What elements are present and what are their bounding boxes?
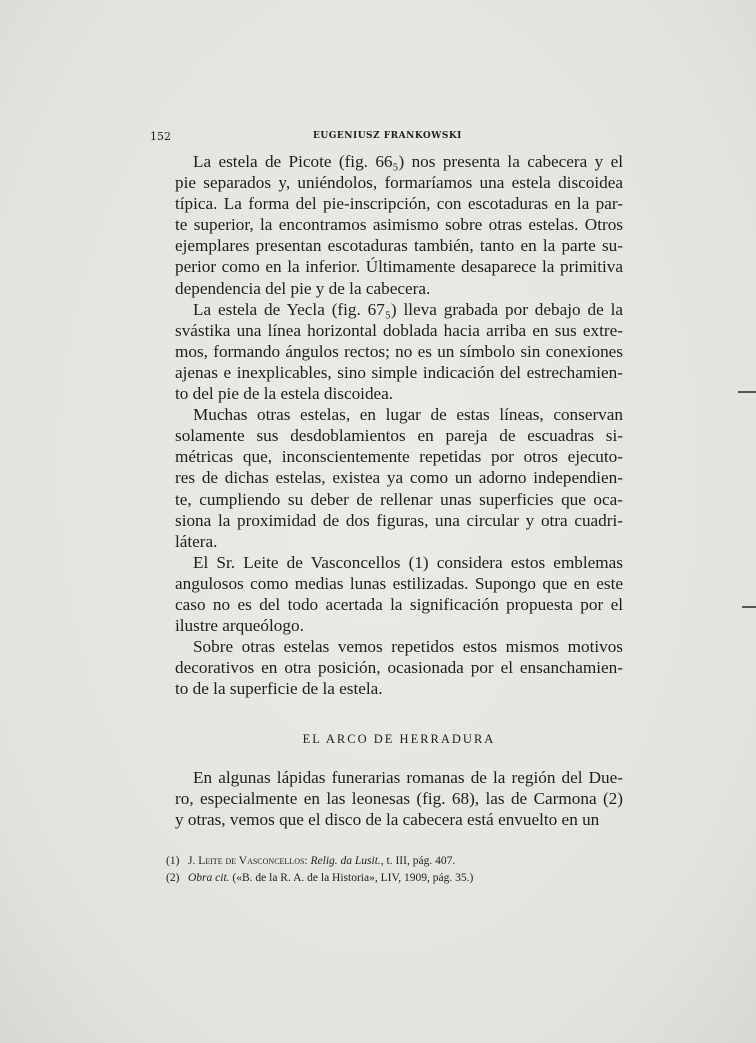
section-heading: EL ARCO DE HERRADURA (302, 732, 496, 746)
text-line: to de la superficie de la estela. (175, 679, 383, 699)
text-line: y otras, vemos que el disco de la cabecera está envuelto en un (175, 810, 600, 830)
footnote (166, 870, 586, 887)
text-line: res de dichas estelas, existea ya como un adorno independien- (175, 468, 623, 488)
paragraph (175, 151, 623, 299)
page-number: 152 (150, 130, 171, 143)
text-line: La estela de Yecla (fig. 67₅) lleva grabada por debajo de la (193, 299, 623, 319)
footnote-rest: («B. de la R. A. de la Historia», LIV, 1909, pág. 35.) (229, 872, 474, 884)
text-line: dependencia del pie y de la cabecera. (175, 278, 431, 298)
text-line: to del pie de la estela discoidea. (175, 384, 394, 404)
paragraph (175, 767, 623, 830)
text-line: te superior, la encontramos asimismo sobre otras estelas. Otros (175, 215, 623, 235)
scan-edge-mark (738, 391, 756, 393)
text-line: svástika una línea horizontal doblada hacia arriba en sus extre- (175, 320, 623, 340)
running-title: EUGENIUSZ FRANKOWSKI (313, 131, 462, 141)
text-line: ilustre arqueólogo. (175, 616, 304, 636)
footnote-number: (1) (166, 855, 180, 867)
text-line: ro, especialmente en las leonesas (fig. 68), las de Carmona (2) (175, 789, 623, 809)
footnote-number: (2) (166, 872, 180, 884)
text-line: típica. La forma del pie-inscripción, con escotaduras en la par- (175, 194, 623, 214)
text-line: látera. (175, 531, 218, 551)
text-line: solamente sus desdoblamientos en pareja de escuadras si- (175, 426, 623, 446)
section-body-text (175, 767, 623, 830)
footnote-author: J. Leite de Vasconcellos: (188, 855, 308, 867)
paragraph (175, 404, 623, 552)
text-line: angulosos como medias lunas estilizadas. Supongo que en este (175, 573, 623, 593)
body-text (175, 151, 623, 699)
text-line: Sobre otras estelas vemos repetidos estos mismos motivos (193, 637, 623, 657)
scan-edge-mark (742, 606, 756, 608)
text-line: métricas que, inconscientemente repetidas por otros ejecuto- (175, 447, 623, 467)
text-line: En algunas lápidas funerarias romanas de la región del Due- (193, 768, 623, 787)
text-line: caso no es del todo acertada la significación propuesta por el (175, 594, 623, 614)
footnote-title: Relig. da Lusit. (310, 855, 381, 867)
paragraph (175, 299, 623, 404)
footnote-rest: , t. III, pág. 407. (380, 855, 456, 867)
text-line: decorativos en otra posición, ocasionada por el ensanchamien- (175, 658, 623, 678)
text-line: siona la proximidad de dos figuras, una circular y otra cuadri- (175, 510, 623, 530)
text-line: perior como en la inferior. Últimamente desaparece la primitiva (175, 257, 623, 277)
text-line: ejemplares presentan escotaduras también, tanto en la parte su- (175, 236, 623, 256)
footnote (166, 853, 586, 870)
footnotes (166, 853, 586, 887)
text-line: te, cumpliendo su deber de rellenar unas superficies que oca- (175, 489, 623, 509)
text-line: El Sr. Leite de Vasconcellos (1) considera estos emblemas (193, 552, 623, 572)
page-header (150, 130, 610, 146)
text-line: mos, formando ángulos rectos; no es un símbolo sin conexiones (175, 341, 623, 361)
text-line: La estela de Picote (fig. 66₅) nos presenta la cabecera y el (193, 152, 623, 171)
paragraph (175, 552, 623, 636)
paragraph (175, 636, 623, 699)
text-line: pie separados y, uniéndolos, formaríamos una estela discoidea (175, 173, 623, 193)
footnote-title: Obra cit. (188, 872, 230, 884)
text-line: Muchas otras estelas, en lugar de estas líneas, conservan (193, 405, 623, 425)
text-line: ajenas e inexplicables, sino simple indicación del estrechamien- (175, 362, 623, 382)
